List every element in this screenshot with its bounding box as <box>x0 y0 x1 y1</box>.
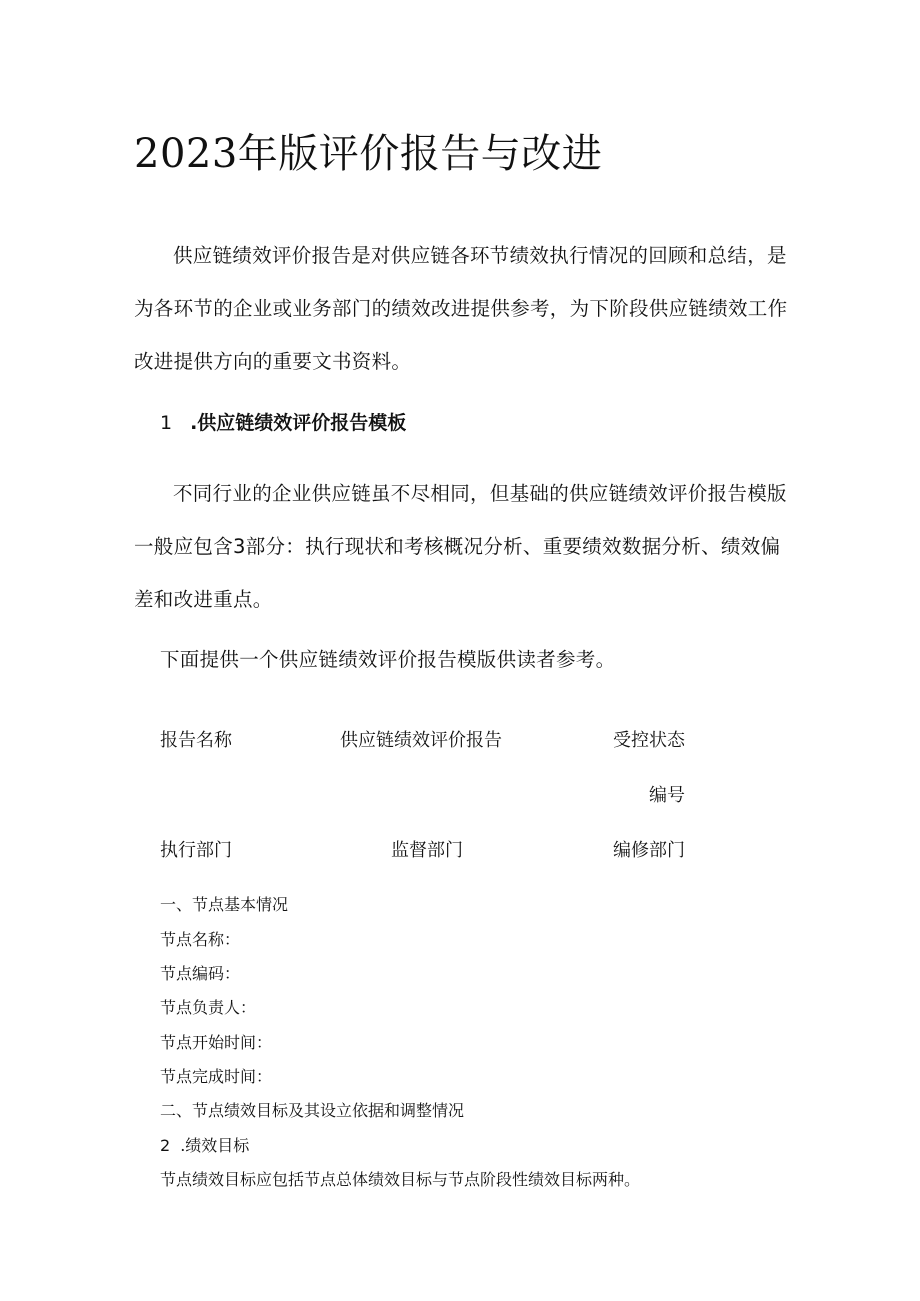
supervise-dept-label: 监督部门 <box>391 840 463 861</box>
template-heading-2: 二、节点绩效目标及其设立依据和调整情况 <box>160 1101 465 1120</box>
report-name-value: 供应链绩效评价报告 <box>340 730 502 751</box>
number-label: 编号 <box>649 785 685 806</box>
node-code-line: 节点编码： <box>160 964 241 983</box>
subheading-number: 2 <box>160 1136 171 1155</box>
node-owner-line: 节点负责人： <box>160 998 257 1017</box>
reference-paragraph: 下面提供一个供应链绩效评价报告模版供读者参考。 <box>160 648 616 671</box>
node-start-time-line: 节点开始时间： <box>160 1033 273 1052</box>
node-end-time-line: 节点完成时间： <box>160 1067 273 1086</box>
exec-dept-label: 执行部门 <box>160 840 232 861</box>
section-heading-1 <box>160 408 406 438</box>
template-heading-1: 一、节点基本情况 <box>160 895 289 914</box>
template-subheading-2 <box>160 1134 249 1158</box>
report-name-label: 报告名称 <box>160 730 232 751</box>
node-name-line: 节点名称： <box>160 930 241 949</box>
section-title: .供应链绩效评价报告模板 <box>190 412 407 434</box>
edit-dept-label: 编修部门 <box>613 840 685 861</box>
control-status-label: 受控状态 <box>613 730 685 751</box>
subheading-title: .绩效目标 <box>180 1136 250 1155</box>
performance-target-line: 节点绩效目标应包括节点总体绩效目标与节点阶段性绩效目标两种。 <box>160 1170 641 1189</box>
document-title: 2023年版评价报告与改进 <box>134 131 603 177</box>
intro-paragraph: 供应链绩效评价报告是对供应链各环节绩效执行情况的回顾和总结，是为各环节的企业或业务部门的绩效改进提供参考，为下阶段供应链绩效工作改进提供方向的重要文书资料。 <box>134 244 788 373</box>
template-description-paragraph: 不同行业的企业供应链虽不尽相同，但基础的供应链绩效评价报告模版一般应包含3部分：执行现状和考核概况分析、重要绩效数据分析、绩效偏差和改进重点。 <box>134 482 787 611</box>
section-number: 1 <box>160 412 173 434</box>
